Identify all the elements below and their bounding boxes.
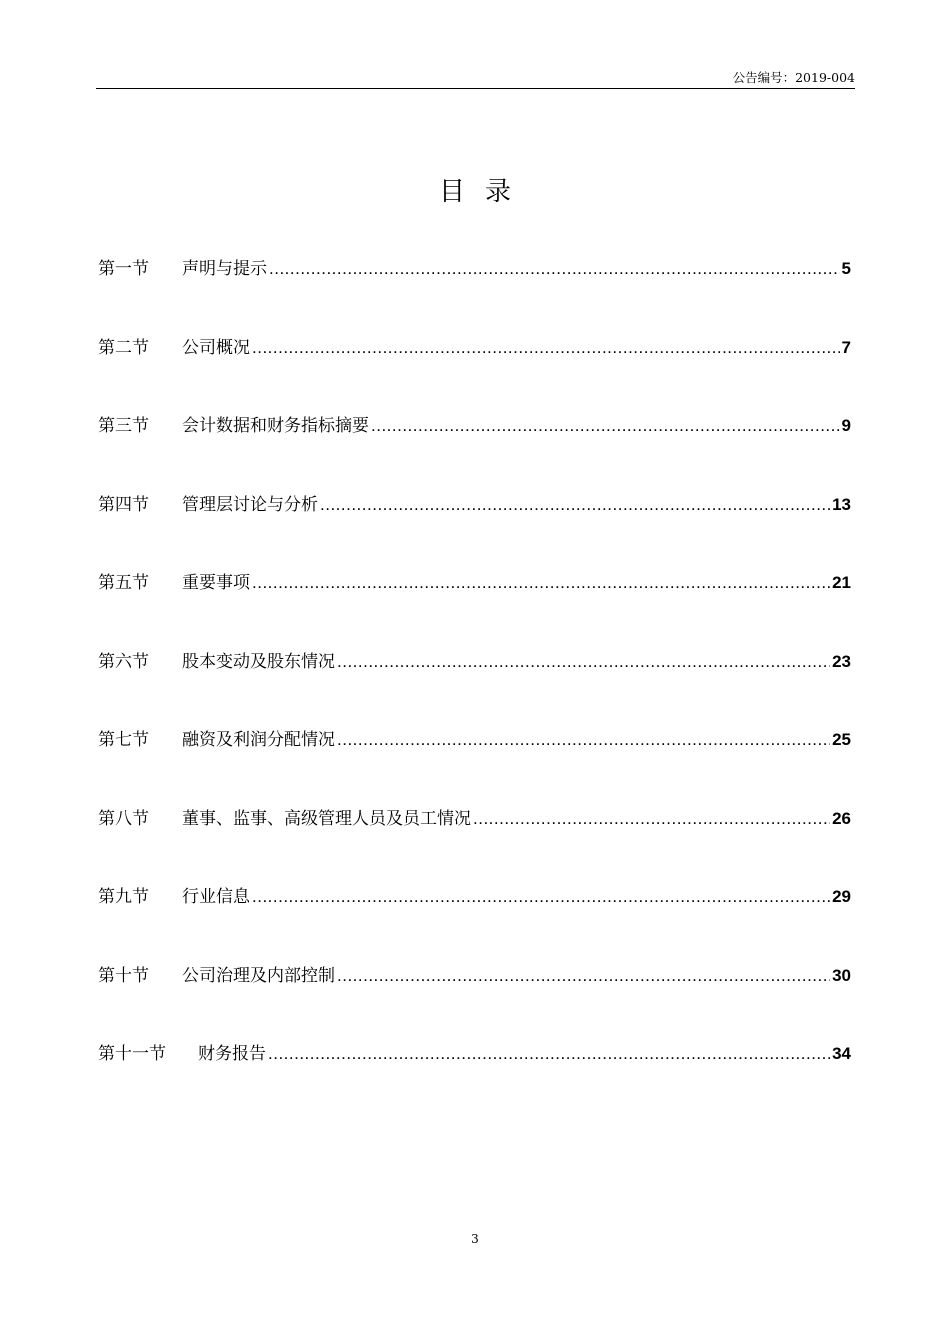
toc-section-title: 融资及利润分配情况	[182, 730, 335, 750]
toc-entry-3[interactable]	[98, 411, 851, 490]
toc-page-number: 9	[841, 416, 851, 435]
dot-leader	[371, 411, 840, 441]
toc-section-title: 公司概况	[182, 337, 250, 358]
toc-section-title: 公司治理及内部控制	[182, 965, 335, 986]
announcement-number: 公告编号：2019-004	[732, 70, 855, 85]
toc-entry-7[interactable]	[98, 725, 851, 804]
toc-section-label: 第二节	[98, 337, 149, 358]
dot-leader	[337, 647, 830, 677]
toc-page-number: 29	[832, 887, 851, 906]
toc-entry-8[interactable]	[98, 804, 851, 883]
toc-page-number: 30	[832, 965, 851, 985]
toc-section-title: 董事、监事、高级管理人员及员工情况	[182, 808, 471, 829]
toc-section-title: 股本变动及股东情况	[182, 651, 335, 672]
table-of-contents	[98, 254, 851, 1118]
toc-page-number: 26	[832, 808, 851, 828]
dot-leader	[337, 725, 830, 755]
toc-section-title: 财务报告	[198, 1044, 266, 1064]
toc-page-number: 5	[841, 259, 851, 278]
toc-section-label: 第八节	[98, 808, 149, 829]
toc-entry-1[interactable]	[98, 254, 851, 333]
toc-page-number: 34	[832, 1044, 851, 1063]
dot-leader	[320, 490, 830, 520]
toc-section-label: 第十节	[98, 965, 149, 986]
toc-entry-5[interactable]	[98, 568, 851, 647]
toc-section-label: 第九节	[98, 887, 149, 907]
toc-page-number: 25	[832, 730, 851, 749]
dot-leader	[337, 961, 830, 991]
page-header	[96, 64, 855, 89]
toc-section-label: 第十一节	[98, 1044, 166, 1064]
toc-section-title: 声明与提示	[182, 259, 267, 279]
toc-section-title: 行业信息	[182, 887, 250, 907]
toc-section-label: 第五节	[98, 573, 149, 593]
toc-section-label: 第四节	[98, 494, 149, 515]
toc-entry-9[interactable]	[98, 882, 851, 961]
toc-page-number: 21	[832, 573, 851, 592]
toc-entry-4[interactable]	[98, 490, 851, 569]
toc-page-number: 23	[832, 651, 851, 671]
dot-leader	[473, 804, 830, 834]
page-title: 目录	[438, 177, 531, 207]
dot-leader	[252, 568, 830, 598]
toc-section-title: 管理层讨论与分析	[182, 494, 318, 515]
toc-entry-11[interactable]	[98, 1039, 851, 1118]
toc-page-number: 13	[832, 494, 851, 514]
page-footer-number: 3	[471, 1232, 479, 1246]
dot-leader	[269, 254, 840, 284]
dot-leader	[268, 1039, 830, 1069]
toc-section-title: 会计数据和财务指标摘要	[182, 416, 369, 436]
toc-section-title: 重要事项	[182, 573, 250, 593]
toc-section-label: 第一节	[98, 259, 149, 279]
dot-leader	[252, 882, 830, 912]
toc-section-label: 第六节	[98, 651, 149, 672]
toc-entry-6[interactable]	[98, 647, 851, 726]
dot-leader	[252, 333, 840, 363]
toc-section-label: 第七节	[98, 730, 149, 750]
toc-page-number: 7	[841, 337, 851, 357]
toc-section-label: 第三节	[98, 416, 149, 436]
toc-entry-10[interactable]	[98, 961, 851, 1040]
toc-entry-2[interactable]	[98, 333, 851, 412]
